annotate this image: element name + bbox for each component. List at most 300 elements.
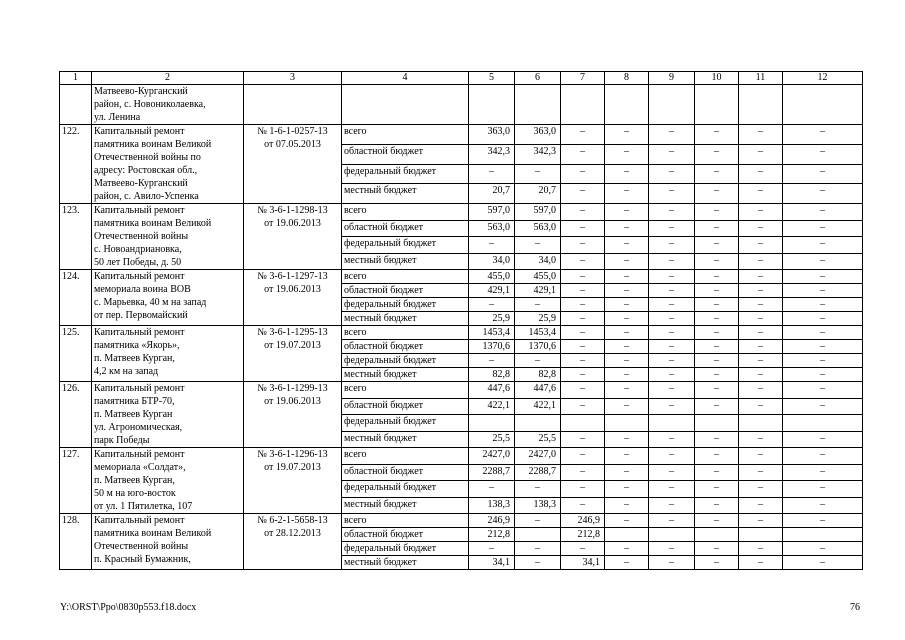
value-c9: – (649, 340, 695, 354)
funding-source: местный бюджет (342, 253, 469, 270)
empty-cell (605, 85, 649, 125)
budget-table (59, 71, 863, 570)
value-c11: – (739, 284, 783, 298)
value-c12 (783, 415, 863, 432)
funding-source: областной бюджет (342, 220, 469, 237)
funding-source: федеральный бюджет (342, 542, 469, 556)
value-c11: – (739, 204, 783, 221)
value-c8: – (605, 326, 649, 340)
document-line: от 19.07.2013 (264, 340, 321, 351)
row-number: 122. (60, 125, 92, 204)
value-c6: 138,3 (515, 497, 561, 514)
value-c12: – (783, 431, 863, 448)
document-line: от 19.06.2013 (264, 218, 321, 229)
value-c7: – (561, 284, 605, 298)
object-name-line: ул. Агрономическая, (94, 422, 183, 433)
value-c7: – (561, 298, 605, 312)
object-name-line: памятника воинам Великой (94, 528, 212, 539)
value-c7: – (561, 204, 605, 221)
object-name-line: памятника воинам Великой (94, 218, 212, 229)
value-c12: – (783, 514, 863, 528)
value-c6: 1453,4 (515, 326, 561, 340)
value-c6: – (515, 556, 561, 570)
column-number: 7 (561, 72, 605, 85)
funding-source: федеральный бюджет (342, 481, 469, 498)
value-c7: – (561, 237, 605, 254)
value-c5: 455,0 (469, 270, 515, 284)
object-name-cell (92, 448, 244, 514)
column-number: 11 (739, 72, 783, 85)
value-c8: – (605, 448, 649, 465)
value-c5: – (469, 481, 515, 498)
object-name-line: мемориала «Солдат», (94, 462, 186, 473)
value-c7: – (561, 542, 605, 556)
value-c7: – (561, 164, 605, 184)
document-cell (244, 125, 342, 204)
value-c12: – (783, 144, 863, 164)
document-cell (244, 204, 342, 270)
value-c9: – (649, 368, 695, 382)
value-c5: 138,3 (469, 497, 515, 514)
document-line: от 28.12.2013 (264, 528, 321, 539)
value-c6: 2288,7 (515, 464, 561, 481)
document-cell (244, 382, 342, 448)
value-c6: 2427,0 (515, 448, 561, 465)
value-c6: – (515, 514, 561, 528)
value-c6: 597,0 (515, 204, 561, 221)
value-c7: – (561, 125, 605, 145)
value-c5: 82,8 (469, 368, 515, 382)
value-c10: – (695, 220, 739, 237)
table-row (60, 326, 863, 340)
value-c12: – (783, 354, 863, 368)
funding-source: всего (342, 204, 469, 221)
value-c12: – (783, 326, 863, 340)
document-line: № 3-6-1-1298-13 (257, 205, 328, 216)
value-c7: 34,1 (561, 556, 605, 570)
value-c11: – (739, 237, 783, 254)
value-c8: – (605, 204, 649, 221)
table-row (60, 125, 863, 145)
value-c10: – (695, 464, 739, 481)
document-cell (244, 270, 342, 326)
object-name-line: Матвеево-Курганский (94, 178, 188, 189)
value-c5: 246,9 (469, 514, 515, 528)
value-c10: – (695, 556, 739, 570)
value-c10: – (695, 431, 739, 448)
document-line: № 1-6-1-0257-13 (257, 126, 328, 137)
table-row (60, 382, 863, 399)
value-c11: – (739, 464, 783, 481)
value-c5: 2427,0 (469, 448, 515, 465)
value-c6: 429,1 (515, 284, 561, 298)
table-row-continuation (60, 85, 863, 125)
object-name-line: памятника «Якорь», (94, 340, 180, 351)
value-c12: – (783, 481, 863, 498)
value-c9: – (649, 164, 695, 184)
value-c9: – (649, 497, 695, 514)
object-name-line: от ул. 1 Пятилетка, 107 (94, 501, 193, 512)
document-line: от 19.06.2013 (264, 396, 321, 407)
value-c7: – (561, 382, 605, 399)
value-c11: – (739, 220, 783, 237)
value-c7: – (561, 326, 605, 340)
object-name-line: Капитальный ремонт (94, 515, 185, 526)
value-c12: – (783, 125, 863, 145)
column-number: 12 (783, 72, 863, 85)
object-name-line: ул. Ленина (94, 112, 141, 123)
value-c9: – (649, 398, 695, 415)
value-c12: – (783, 464, 863, 481)
value-c11: – (739, 298, 783, 312)
value-c6 (515, 528, 561, 542)
value-c9 (649, 415, 695, 432)
funding-source: федеральный бюджет (342, 354, 469, 368)
funding-source: местный бюджет (342, 556, 469, 570)
object-name-line: Отечественной войны (94, 541, 189, 552)
value-c5: 1453,4 (469, 326, 515, 340)
value-c6: – (515, 237, 561, 254)
empty-cell (739, 85, 783, 125)
value-c9: – (649, 481, 695, 498)
value-c8: – (605, 368, 649, 382)
column-number: 1 (60, 72, 92, 85)
value-c7: – (561, 448, 605, 465)
value-c7: – (561, 340, 605, 354)
value-c5: – (469, 164, 515, 184)
column-number-row (60, 72, 863, 85)
value-c12 (783, 528, 863, 542)
funding-source: всего (342, 125, 469, 145)
funding-source: областной бюджет (342, 340, 469, 354)
value-c7: 212,8 (561, 528, 605, 542)
value-c12: – (783, 312, 863, 326)
value-c12: – (783, 253, 863, 270)
value-c10 (695, 415, 739, 432)
object-name-line: Капитальный ремонт (94, 327, 185, 338)
object-name-line: парк Победы (94, 435, 150, 446)
empty-cell (783, 85, 863, 125)
document-line: № 3-6-1-1295-13 (257, 327, 328, 338)
value-c12: – (783, 284, 863, 298)
document-line: № 3-6-1-1299-13 (257, 383, 328, 394)
value-c11: – (739, 431, 783, 448)
empty-cell (515, 85, 561, 125)
value-c9: – (649, 204, 695, 221)
value-c8: – (605, 164, 649, 184)
value-c5: 563,0 (469, 220, 515, 237)
value-c8: – (605, 542, 649, 556)
value-c8: – (605, 497, 649, 514)
value-c11: – (739, 164, 783, 184)
value-c5: 342,3 (469, 144, 515, 164)
document-line: № 3-6-1-1297-13 (257, 271, 328, 282)
row-number: 128. (60, 514, 92, 570)
value-c8: – (605, 270, 649, 284)
value-c10: – (695, 481, 739, 498)
value-c9: – (649, 125, 695, 145)
value-c6: 82,8 (515, 368, 561, 382)
value-c11: – (739, 125, 783, 145)
value-c8: – (605, 398, 649, 415)
value-c12: – (783, 340, 863, 354)
object-name-line: район, с. Новониколаевка, (94, 99, 206, 110)
value-c9 (649, 528, 695, 542)
value-c5: 422,1 (469, 398, 515, 415)
value-c7: – (561, 497, 605, 514)
funding-source: всего (342, 448, 469, 465)
value-c10: – (695, 184, 739, 204)
funding-source: местный бюджет (342, 368, 469, 382)
document-line: № 6-2-1-5658-13 (257, 515, 328, 526)
value-c7: – (561, 253, 605, 270)
value-c12: – (783, 184, 863, 204)
object-name-cell (92, 326, 244, 382)
value-c10: – (695, 204, 739, 221)
value-c6: – (515, 542, 561, 556)
value-c5: 597,0 (469, 204, 515, 221)
value-c6: – (515, 164, 561, 184)
value-c12: – (783, 368, 863, 382)
value-c7: – (561, 220, 605, 237)
value-c10: – (695, 340, 739, 354)
object-name-line: п. Матвеев Курган, (94, 353, 175, 364)
row-number: 123. (60, 204, 92, 270)
value-c8: – (605, 253, 649, 270)
value-c9: – (649, 237, 695, 254)
value-c10: – (695, 312, 739, 326)
value-c10: – (695, 542, 739, 556)
document-cell (244, 326, 342, 382)
object-name-line: район, с. Авило-Успенка (94, 191, 199, 202)
row-number: 124. (60, 270, 92, 326)
value-c11: – (739, 514, 783, 528)
value-c5: 2288,7 (469, 464, 515, 481)
object-name-cell (92, 270, 244, 326)
value-c8: – (605, 237, 649, 254)
value-c5: 25,5 (469, 431, 515, 448)
document-line: от 19.07.2013 (264, 462, 321, 473)
value-c8: – (605, 340, 649, 354)
value-c12: – (783, 542, 863, 556)
value-c7: – (561, 398, 605, 415)
value-c7: – (561, 270, 605, 284)
value-c5: – (469, 237, 515, 254)
value-c5: 20,7 (469, 184, 515, 204)
value-c8 (605, 415, 649, 432)
value-c10: – (695, 284, 739, 298)
value-c9: – (649, 464, 695, 481)
object-name-line: 50 м на юго-восток (94, 488, 176, 499)
value-c9: – (649, 220, 695, 237)
row-number: 125. (60, 326, 92, 382)
column-number: 3 (244, 72, 342, 85)
value-c6: 363,0 (515, 125, 561, 145)
value-c11: – (739, 144, 783, 164)
value-c10: – (695, 298, 739, 312)
value-c5: 212,8 (469, 528, 515, 542)
value-c5: – (469, 542, 515, 556)
value-c5: 447,6 (469, 382, 515, 399)
object-name-line: мемориала воина ВОВ (94, 284, 191, 295)
value-c5: 429,1 (469, 284, 515, 298)
value-c11: – (739, 448, 783, 465)
value-c8: – (605, 144, 649, 164)
object-name-line: Капитальный ремонт (94, 126, 185, 137)
value-c6: 342,3 (515, 144, 561, 164)
object-name-line: Капитальный ремонт (94, 271, 185, 282)
object-name-line: п. Матвеев Курган, (94, 475, 175, 486)
value-c10: – (695, 448, 739, 465)
value-c5: – (469, 354, 515, 368)
funding-source: местный бюджет (342, 184, 469, 204)
value-c9: – (649, 382, 695, 399)
value-c5: 363,0 (469, 125, 515, 145)
value-c10: – (695, 326, 739, 340)
value-c7: – (561, 144, 605, 164)
value-c11: – (739, 382, 783, 399)
row-number-cell (60, 85, 92, 125)
value-c5: – (469, 298, 515, 312)
value-c6: 1370,6 (515, 340, 561, 354)
value-c8 (605, 528, 649, 542)
page-number: 76 (850, 602, 860, 613)
object-name-line: Отечественной войны по (94, 152, 201, 163)
value-c8: – (605, 464, 649, 481)
column-number: 5 (469, 72, 515, 85)
value-c6: 25,9 (515, 312, 561, 326)
row-number: 127. (60, 448, 92, 514)
value-c11: – (739, 312, 783, 326)
value-c10: – (695, 368, 739, 382)
value-c6: 20,7 (515, 184, 561, 204)
value-c6: 455,0 (515, 270, 561, 284)
value-c11: – (739, 253, 783, 270)
funding-source: местный бюджет (342, 497, 469, 514)
table-row (60, 204, 863, 221)
object-name-cell (92, 125, 244, 204)
document-line: от 07.05.2013 (264, 139, 321, 150)
value-c12: – (783, 298, 863, 312)
empty-cell (561, 85, 605, 125)
footer-file-path: Y:\ORST\Ppo\0830p553.f18.docx (60, 602, 197, 613)
table-row (60, 514, 863, 528)
value-c10: – (695, 253, 739, 270)
value-c11: – (739, 556, 783, 570)
column-number: 4 (342, 72, 469, 85)
funding-source: всего (342, 270, 469, 284)
value-c9: – (649, 144, 695, 164)
object-name-cell (92, 514, 244, 570)
funding-source: областной бюджет (342, 144, 469, 164)
value-c8: – (605, 431, 649, 448)
value-c11 (739, 415, 783, 432)
value-c11 (739, 528, 783, 542)
value-c8: – (605, 312, 649, 326)
value-c8: – (605, 125, 649, 145)
value-c9: – (649, 514, 695, 528)
empty-cell (695, 85, 739, 125)
column-number: 2 (92, 72, 244, 85)
row-number: 126. (60, 382, 92, 448)
value-c11: – (739, 481, 783, 498)
document-line: № 3-6-1-1296-13 (257, 449, 328, 460)
value-c10: – (695, 382, 739, 399)
value-c6: 25,5 (515, 431, 561, 448)
value-c8: – (605, 184, 649, 204)
value-c9: – (649, 270, 695, 284)
value-c9: – (649, 431, 695, 448)
object-name-line: с. Марьевка, 40 м на запад (94, 297, 207, 308)
object-name-line: Капитальный ремонт (94, 449, 185, 460)
funding-source: всего (342, 326, 469, 340)
object-name-cell (92, 204, 244, 270)
value-c7: – (561, 354, 605, 368)
empty-cell (469, 85, 515, 125)
column-number: 9 (649, 72, 695, 85)
value-c8: – (605, 354, 649, 368)
value-c11: – (739, 270, 783, 284)
value-c9: – (649, 326, 695, 340)
value-c10: – (695, 354, 739, 368)
value-c8: – (605, 556, 649, 570)
value-c12: – (783, 448, 863, 465)
value-c11: – (739, 326, 783, 340)
value-c11: – (739, 398, 783, 415)
value-c5 (469, 415, 515, 432)
value-c9: – (649, 542, 695, 556)
funding-source: областной бюджет (342, 528, 469, 542)
value-c10: – (695, 125, 739, 145)
value-c6 (515, 415, 561, 432)
funding-source: областной бюджет (342, 284, 469, 298)
object-name-line: Отечественной войны (94, 231, 189, 242)
object-name-line: с. Новоандриановка, (94, 244, 182, 255)
funding-source: областной бюджет (342, 464, 469, 481)
value-c8: – (605, 284, 649, 298)
value-c8: – (605, 481, 649, 498)
funding-source: федеральный бюджет (342, 164, 469, 184)
object-name-line: Матвеево-Курганский (94, 86, 188, 97)
object-name-line: адресу: Ростовская обл., (94, 165, 198, 176)
column-number: 10 (695, 72, 739, 85)
funding-source: местный бюджет (342, 312, 469, 326)
value-c9: – (649, 253, 695, 270)
empty-cell (649, 85, 695, 125)
value-c6: 422,1 (515, 398, 561, 415)
value-c11: – (739, 184, 783, 204)
document-line: от 19.06.2013 (264, 284, 321, 295)
value-c7 (561, 415, 605, 432)
value-c8: – (605, 382, 649, 399)
value-c12: – (783, 556, 863, 570)
document-cell (244, 514, 342, 570)
funding-source: всего (342, 514, 469, 528)
value-c12: – (783, 382, 863, 399)
value-c11: – (739, 340, 783, 354)
value-c12: – (783, 164, 863, 184)
value-c8: – (605, 514, 649, 528)
value-c10: – (695, 514, 739, 528)
value-c5: 34,1 (469, 556, 515, 570)
value-c10: – (695, 237, 739, 254)
value-c7: – (561, 481, 605, 498)
value-c5: 25,9 (469, 312, 515, 326)
object-name-cell (92, 382, 244, 448)
value-c7: – (561, 431, 605, 448)
object-name-line: от пер. Первомайский (94, 310, 188, 321)
value-c10: – (695, 497, 739, 514)
